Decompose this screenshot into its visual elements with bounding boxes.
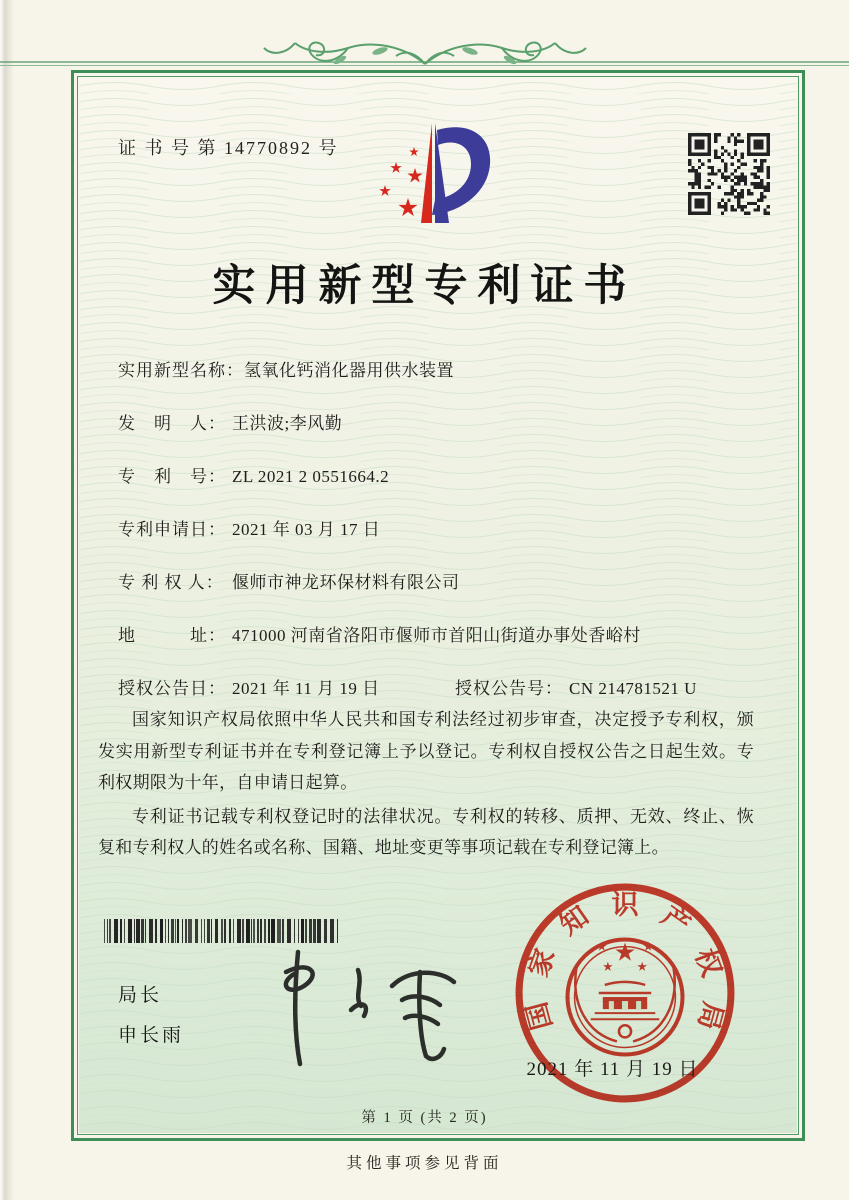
field-label: 实用新型名称： xyxy=(118,361,244,380)
field-label: 地 址： xyxy=(118,626,226,645)
field-row xyxy=(118,409,758,462)
field-row xyxy=(118,356,758,409)
signer-block xyxy=(118,976,184,1056)
barcode-icon xyxy=(104,919,342,943)
field-value: 2021 年 11 月 19 日 xyxy=(232,679,380,698)
seal-character: 局 xyxy=(692,998,729,1033)
seal-character: 家 xyxy=(523,944,561,981)
field-value: 471000 河南省洛阳市偃师市首阳山街道办事处香峪村 xyxy=(232,626,641,645)
seal-character: 权 xyxy=(689,944,727,981)
signer-name: 申长雨 xyxy=(118,1025,185,1046)
scan-edge-shadow xyxy=(0,0,14,1200)
field-label: 专 利 权 人： xyxy=(118,573,224,592)
seal-character: 知 xyxy=(554,900,594,941)
field-group-secondary xyxy=(455,674,697,699)
seal-character: 识 xyxy=(611,889,639,920)
legal-paragraph: 专利证书记载专利权登记时的法律状况。专利权的转移、质押、无效、终止、恢复和专利权人的姓名或名称、国籍、地址变更等事项记载在专利登记簿上。 xyxy=(98,806,754,857)
field-row xyxy=(118,568,758,621)
cnipa-logo-icon xyxy=(358,118,510,238)
field-value: 氢氧化钙消化器用供水装置 xyxy=(244,361,454,380)
qr-code-icon xyxy=(688,133,770,215)
certificate-title: 实用新型专利证书 xyxy=(212,263,637,310)
field-value: 2021 年 03 月 17 日 xyxy=(232,520,381,539)
patent-fields xyxy=(118,356,758,727)
signer-title: 局长 xyxy=(118,985,163,1006)
field-value: CN 214781521 U xyxy=(569,679,697,698)
field-label: 授权公告号： xyxy=(455,679,563,698)
field-value: ZL 2021 2 0551664.2 xyxy=(232,467,390,486)
field-value: 王洪波;李风勤 xyxy=(232,414,343,433)
certificate-number: 证 书 号 第 14770892 号 xyxy=(118,138,339,158)
field-label: 专利申请日： xyxy=(118,520,226,539)
seal-date: 2021 年 11 月 19 日 xyxy=(526,1059,699,1080)
seal-character: 国 xyxy=(521,998,558,1033)
legal-text-block xyxy=(98,704,754,866)
seal-character: 产 xyxy=(656,900,696,941)
field-label: 专 利 号： xyxy=(118,467,226,486)
field-label: 发 明 人： xyxy=(118,414,226,433)
field-row xyxy=(118,462,758,515)
field-row xyxy=(118,515,758,568)
handwritten-signature-icon xyxy=(242,942,472,1070)
field-row xyxy=(118,621,758,674)
back-side-note: 其他事项参见背面 xyxy=(346,1155,503,1172)
page-number: 第 1 页 (共 2 页) xyxy=(361,1110,488,1126)
field-label: 授权公告日： xyxy=(118,679,226,698)
legal-paragraph: 国家知识产权局依照中华人民共和国专利法经过初步审查，决定授予专利权，颁发实用新型专利证书并在专利登记簿上予以登记。专利权自授权公告之日起生效。专利权期限为十年，自申请日起算。 xyxy=(98,710,754,792)
field-value: 偃师市神龙环保材料有限公司 xyxy=(232,573,460,592)
